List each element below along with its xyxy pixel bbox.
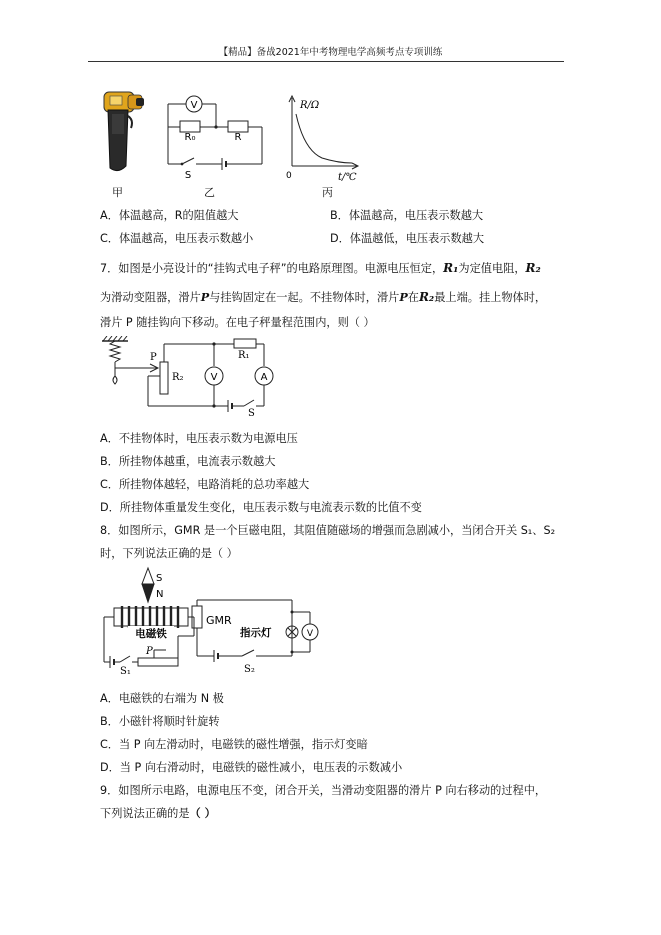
- r-label: R: [234, 132, 242, 143]
- voltmeter-label: V: [190, 100, 198, 111]
- q7-p-2: P: [399, 290, 408, 304]
- q9-line2-text: 下列说法正确的是: [100, 807, 190, 820]
- q7-r1: R₁: [443, 261, 459, 275]
- fig-label-yi: 乙: [204, 186, 215, 199]
- q7-line1: [100, 261, 541, 276]
- q8-voltmeter: V: [306, 629, 314, 639]
- q8-line1: 8．如图所示，GMR 是一个巨磁电阻，其阻值随磁场的增强而急剧减小，当闭合开关 S₁、S₂: [100, 524, 556, 537]
- q6-circuit-diagram: [160, 92, 270, 178]
- q7-line1b: 为定值电阻，: [458, 262, 526, 275]
- switch-label: S: [184, 170, 192, 178]
- q8-slider-p: P: [146, 646, 153, 657]
- r0-label: R₀: [184, 132, 196, 143]
- q7-p-1: P: [200, 290, 210, 304]
- needle-n: N: [156, 589, 164, 600]
- q7-r1-label: R₁: [238, 350, 250, 361]
- q7-line2: [100, 290, 546, 305]
- fig-label-bing: 丙: [322, 186, 333, 199]
- q7-circuit-diagram: [98, 336, 280, 416]
- q7-option-d: D．所挂物体重量发生变化，电压表示数与电流表示数的比值不变: [100, 501, 422, 514]
- q7-r2-2: R₂: [418, 290, 435, 304]
- q8-option-c: C．当 P 向左滑动时，电磁铁的磁性增强，指示灯变暗: [100, 738, 368, 751]
- fig-label-jia: 甲: [112, 186, 123, 199]
- q7-option-b: B．所挂物体越重，电流表示数越大: [100, 455, 276, 468]
- header-rule: [88, 61, 564, 62]
- q8-option-b: B．小磁针将顺时针旋转: [100, 715, 220, 728]
- q7-r2: R₂: [525, 261, 541, 275]
- q8-option-d: D．当 P 向右滑动时，电磁铁的磁性减小，电压表的示数减小: [100, 761, 403, 774]
- q7-option-c: C．所挂物体越轻，电路消耗的总功率越大: [100, 478, 310, 491]
- q6-rt-graph: [282, 92, 362, 182]
- graph-origin: 0: [286, 171, 292, 181]
- electromagnet-label: 电磁铁: [135, 628, 167, 640]
- q7-slider-p: P: [150, 352, 157, 363]
- ir-thermometer-image: [98, 86, 148, 178]
- q8-option-a: A．电磁铁的右端为 N 极: [100, 692, 224, 705]
- graph-xlabel: t/℃: [338, 172, 357, 182]
- needle-s: S: [156, 573, 163, 584]
- q7-line2c: 在: [407, 291, 419, 304]
- q6-option-d: D．体温越低，电压表示数越大: [330, 232, 485, 245]
- q8-s1: S₁: [120, 666, 131, 677]
- q7-r2-label: R₂: [172, 372, 184, 383]
- graph-ylabel: R/Ω: [300, 100, 320, 111]
- q7-ammeter: A: [260, 372, 268, 383]
- q8-circuit-diagram: [98, 566, 334, 678]
- q9-answer-paren: （ ）: [189, 807, 216, 820]
- q9-line1: 9．如图所示电路，电源电压不变，闭合开关，当滑动变阻器的滑片 P 向右移动的过程中，: [100, 784, 547, 797]
- q7-switch: S: [248, 408, 255, 416]
- q7-option-a: A．不挂物体时，电压表示数为电源电压: [100, 432, 298, 445]
- q7-line2d: 最上端。挂上物体时，: [434, 291, 547, 304]
- q9-line2: [100, 807, 216, 821]
- q7-voltmeter: V: [210, 372, 218, 383]
- page-header: 【精品】备战2021年中考物理电学高频考点专项训练: [218, 47, 443, 58]
- q7-line3: 滑片 P 随挂钩向下移动。在电子秤量程范围内，则（ ）: [100, 316, 375, 329]
- q8-line2: 时，下列说法正确的是（ ）: [100, 547, 238, 560]
- q6-option-b: B．体温越高，电压表示数越大: [330, 209, 484, 222]
- indicator-lamp-label: 指示灯: [240, 627, 272, 639]
- q8-s2: S₂: [244, 664, 255, 675]
- q6-option-a: A．体温越高，R的阻值越大: [100, 209, 239, 222]
- gmr-label: GMR: [206, 614, 232, 627]
- q7-line2-text: 为滑动变阻器，滑片: [100, 291, 201, 304]
- q7-line1-text: 7．如图是小亮设计的“挂钩式电子秤”的电路原理图。电源电压恒定，: [100, 262, 444, 275]
- q7-line2b: 与挂钩固定在一起。不挂物体时，滑片: [209, 291, 400, 304]
- q6-option-c: C．体温越高，电压表示数越小: [100, 232, 254, 245]
